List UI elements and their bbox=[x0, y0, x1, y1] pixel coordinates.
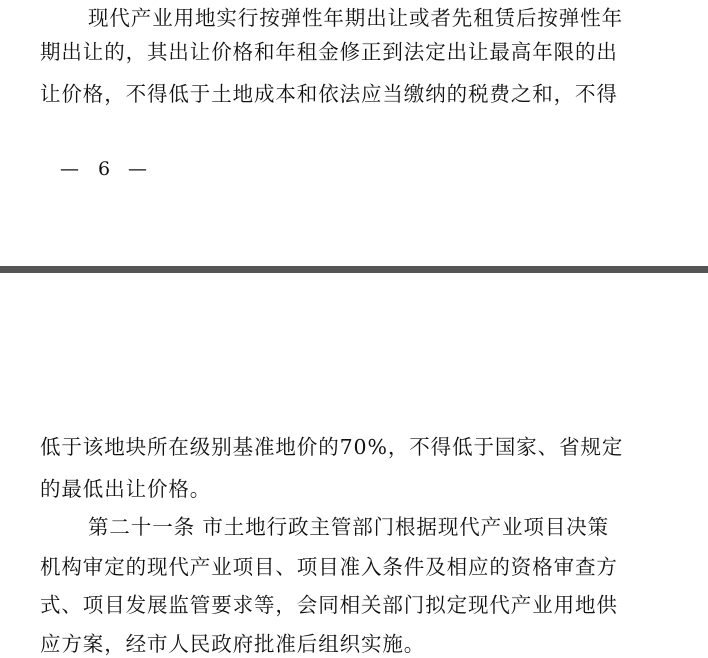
paragraph-line: 机构审定的现代产业项目、项目准入条件及相应的资格审查方 bbox=[40, 555, 618, 579]
paragraph-line: 现代产业用地实行按弹性年期出让或者先租赁后按弹性年 bbox=[88, 6, 623, 30]
paragraph-line: 的最低出让价格。 bbox=[40, 477, 212, 501]
page-number bbox=[60, 156, 148, 182]
paragraph-line: 期出让的，其出让价格和年租金修正到法定出让最高年限的出 bbox=[40, 40, 618, 64]
paragraph-line: 应方案，经市人民政府批准后组织实施。 bbox=[40, 632, 426, 656]
page-number-dash-right: — bbox=[128, 158, 147, 180]
document-page-bottom bbox=[0, 273, 708, 658]
paragraph-line: 低于该地块所在级别基准地价的70%，不得低于国家、省规定 bbox=[40, 435, 624, 459]
page-number-value: 6 bbox=[98, 158, 111, 180]
paragraph-line: 式、项目发展监管要求等，会同相关部门拟定现代产业用地供 bbox=[40, 593, 618, 617]
document-page-top bbox=[0, 0, 708, 266]
article-heading-line: 第二十一条 市土地行政主管部门根据现代产业项目决策 bbox=[88, 515, 610, 539]
page-separator bbox=[0, 266, 708, 273]
paragraph-line: 让价格，不得低于土地成本和依法应当缴纳的税费之和，不得 bbox=[40, 82, 618, 106]
page-number-dash-left: — bbox=[60, 158, 79, 180]
